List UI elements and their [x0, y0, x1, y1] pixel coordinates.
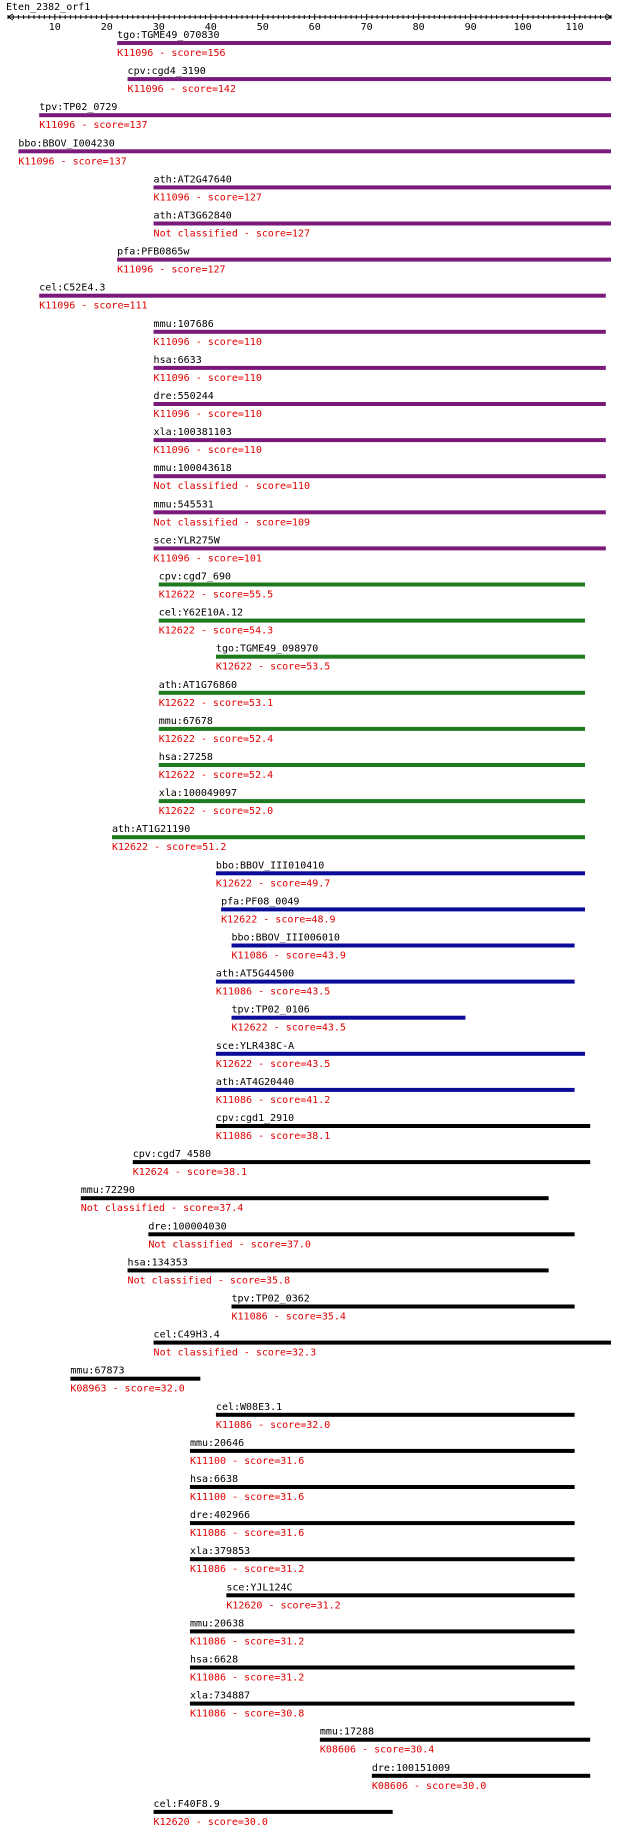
- hit-row: [216, 860, 585, 889]
- ruler-tick-label: 90: [464, 22, 477, 33]
- hit-alignment-bar[interactable]: [117, 41, 611, 45]
- hit-score[interactable]: Not classified - score=109: [153, 517, 311, 529]
- hit-alignment-bar[interactable]: [232, 1016, 466, 1020]
- hit-alignment-bar[interactable]: [190, 1702, 575, 1706]
- hit-alignment-bar[interactable]: [154, 330, 606, 334]
- hit-score[interactable]: K11086 - score=35.4: [231, 1311, 346, 1323]
- hit-alignment-bar[interactable]: [190, 1629, 575, 1633]
- hit-row: [117, 247, 611, 276]
- hit-name[interactable]: tpv:TP02_0729: [39, 102, 118, 114]
- hit-name[interactable]: hsa:6633: [153, 354, 202, 366]
- hit-name[interactable]: cel:F40F8.9: [153, 1798, 220, 1810]
- hit-score[interactable]: K11100 - score=31.6: [189, 1455, 305, 1467]
- hit-row: [154, 463, 606, 492]
- hit-score[interactable]: K11096 - score=137: [18, 156, 127, 168]
- hit-alignment-bar[interactable]: [154, 402, 606, 406]
- hit-row: [216, 1077, 575, 1106]
- hit-alignment-bar[interactable]: [226, 1593, 574, 1597]
- hit-score[interactable]: K12620 - score=31.2: [226, 1600, 341, 1612]
- hit-alignment-bar[interactable]: [159, 799, 585, 803]
- hit-score[interactable]: K12622 - score=43.5: [231, 1022, 346, 1034]
- ruler-tick-label: 40: [204, 22, 217, 33]
- hit-name[interactable]: ath:AT5G44500: [215, 968, 295, 980]
- hit-alignment-bar[interactable]: [81, 1196, 549, 1200]
- hit-row: [372, 1763, 590, 1792]
- hit-name[interactable]: dre:100004030: [148, 1221, 227, 1233]
- hit-score[interactable]: K12622 - score=53.5: [215, 661, 331, 673]
- hit-score[interactable]: K12622 - score=52.0: [158, 806, 274, 818]
- hit-name[interactable]: bbo:BBOV_III006010: [231, 932, 340, 944]
- hit-row: [216, 644, 585, 673]
- ruler-tick-label: 110: [565, 22, 584, 33]
- hit-score[interactable]: K11100 - score=31.6: [189, 1492, 305, 1503]
- hit-row: [117, 30, 611, 59]
- ruler-tick-label: 60: [308, 22, 321, 33]
- ruler-tick-label: 20: [100, 22, 113, 33]
- hit-score[interactable]: K11096 - score=111: [39, 300, 148, 312]
- hit-row: [159, 788, 585, 817]
- ruler-tick-label: 100: [513, 22, 532, 33]
- hit-row: [159, 572, 585, 601]
- hit-score[interactable]: Not classified - score=32.3: [153, 1347, 317, 1359]
- hit-row: [232, 933, 575, 962]
- hit-name[interactable]: tgo:TGME49_070830: [117, 30, 220, 41]
- hit-name[interactable]: sce:YJL124C: [226, 1582, 293, 1594]
- hit-name[interactable]: cpv:cgd7_4580: [132, 1149, 212, 1161]
- hit-row: [154, 1799, 393, 1828]
- hit-alignment-bar[interactable]: [128, 77, 611, 81]
- hit-alignment-bar[interactable]: [159, 691, 585, 695]
- hit-row: [154, 391, 606, 420]
- hit-name[interactable]: ath:AT4G20440: [215, 1076, 295, 1088]
- hit-row: [159, 680, 585, 709]
- hit-row: [190, 1618, 575, 1647]
- hit-score[interactable]: K11086 - score=43.9: [231, 950, 346, 962]
- hit-alignment-bar[interactable]: [190, 1521, 575, 1525]
- hit-row: [112, 824, 585, 853]
- hit-alignment-bar[interactable]: [70, 1377, 200, 1381]
- hit-alignment-bar[interactable]: [190, 1449, 575, 1453]
- hit-alignment-bar[interactable]: [320, 1738, 590, 1742]
- hit-row: [133, 1149, 590, 1178]
- hit-score[interactable]: K12622 - score=54.3: [158, 625, 274, 637]
- hit-row: [190, 1438, 575, 1467]
- hit-name[interactable]: tpv:TP02_0106: [231, 1004, 310, 1016]
- hit-name[interactable]: mmu:100043618: [153, 463, 232, 475]
- hit-alignment-bar[interactable]: [154, 1341, 611, 1345]
- hit-alignment-bar[interactable]: [216, 1124, 590, 1128]
- hit-alignment-bar[interactable]: [190, 1557, 575, 1561]
- hit-alignment-bar[interactable]: [232, 944, 575, 948]
- hit-alignment-bar[interactable]: [216, 871, 585, 875]
- hit-alignment-bar[interactable]: [159, 619, 585, 623]
- hit-alignment-bar[interactable]: [159, 763, 585, 767]
- hit-row: [18, 138, 611, 167]
- hit-score[interactable]: K11096 - score=110: [153, 445, 262, 457]
- hit-score[interactable]: K12622 - score=55.5: [158, 589, 274, 601]
- hit-row: [154, 174, 611, 203]
- hit-name[interactable]: mmu:67873: [70, 1365, 125, 1377]
- hit-alignment-bar[interactable]: [216, 1052, 585, 1056]
- ruler-tick-label: 30: [152, 22, 165, 33]
- hit-score[interactable]: K12620 - score=30.0: [153, 1816, 268, 1828]
- hit-row: [216, 1041, 585, 1070]
- hit-name[interactable]: ath:AT2G47640: [153, 174, 232, 186]
- hit-name[interactable]: hsa:6628: [189, 1654, 239, 1666]
- hit-alignment-bar[interactable]: [154, 546, 606, 550]
- hit-score[interactable]: K12622 - score=43.5: [215, 1058, 331, 1070]
- hit-alignment-bar[interactable]: [112, 835, 585, 839]
- hit-score[interactable]: K08606 - score=30.0: [371, 1780, 487, 1792]
- hit-row: [128, 1257, 549, 1286]
- hit-score[interactable]: K11086 - score=31.6: [189, 1528, 305, 1540]
- hit-score[interactable]: K11086 - score=30.8: [189, 1708, 305, 1720]
- hit-score[interactable]: Not classified - score=127: [153, 228, 311, 240]
- hit-score[interactable]: K11096 - score=127: [153, 192, 262, 204]
- hit-list: [18, 30, 611, 1828]
- hit-row: [159, 608, 585, 637]
- hit-alignment-bar[interactable]: [154, 510, 606, 514]
- hit-alignment-bar[interactable]: [190, 1666, 575, 1670]
- hit-alignment-bar[interactable]: [128, 1268, 549, 1272]
- hit-name[interactable]: hsa:27258: [158, 752, 213, 763]
- hit-name[interactable]: hsa:134353: [127, 1257, 188, 1269]
- hit-score[interactable]: K11096 - score=101: [153, 553, 262, 565]
- hit-alignment-bar[interactable]: [221, 907, 585, 911]
- hit-score[interactable]: K11086 - score=43.5: [215, 986, 331, 998]
- hit-name[interactable]: mmu:17288: [319, 1726, 375, 1738]
- hit-row: [232, 1294, 575, 1323]
- hit-name[interactable]: sce:YLR275W: [153, 535, 220, 547]
- hit-row: [154, 1330, 611, 1359]
- hit-name[interactable]: sce:YLR438C-A: [215, 1040, 295, 1052]
- hit-alignment-bar[interactable]: [216, 655, 585, 659]
- hit-alignment-bar[interactable]: [190, 1485, 575, 1489]
- hit-alignment-bar[interactable]: [154, 474, 606, 478]
- hit-name[interactable]: pfa:PFB0865w: [117, 246, 190, 258]
- hit-row: [216, 1402, 575, 1431]
- hit-score[interactable]: K12622 - score=52.4: [158, 733, 274, 745]
- hit-score[interactable]: K11086 - score=31.2: [189, 1636, 305, 1648]
- hit-row: [320, 1727, 590, 1756]
- hit-score[interactable]: K08963 - score=32.0: [70, 1383, 185, 1395]
- hit-score[interactable]: K11086 - score=31.2: [189, 1564, 305, 1576]
- hit-name[interactable]: mmu:67678: [158, 715, 213, 727]
- hit-row: [154, 535, 606, 564]
- hit-alignment-bar[interactable]: [154, 1810, 393, 1814]
- ruler-tick-label: 80: [412, 22, 425, 33]
- ruler-tick-label: 50: [256, 22, 269, 33]
- hit-name[interactable]: xla:100049097: [158, 788, 238, 800]
- hit-row: [190, 1510, 575, 1539]
- hit-alignment-bar[interactable]: [39, 113, 611, 117]
- hit-score[interactable]: K11096 - score=142: [127, 84, 236, 96]
- hit-alignment-bar[interactable]: [133, 1160, 590, 1164]
- hit-name[interactable]: xla:100381103: [153, 427, 232, 439]
- hit-score[interactable]: Not classified - score=110: [153, 481, 311, 493]
- hit-score[interactable]: K11096 - score=110: [153, 409, 262, 420]
- hit-row: [70, 1366, 200, 1395]
- hit-row: [159, 716, 585, 745]
- hit-name[interactable]: tpv:TP02_0362: [231, 1293, 310, 1305]
- hit-alignment-bar[interactable]: [216, 1413, 575, 1417]
- query-title: Eten_2382_orf1: [6, 2, 91, 13]
- hit-score[interactable]: K11086 - score=41.2: [215, 1094, 331, 1106]
- hit-name[interactable]: mmu:72290: [80, 1185, 135, 1197]
- hit-name[interactable]: tgo:TGME49_098970: [215, 643, 319, 655]
- hit-name[interactable]: hsa:6638: [189, 1474, 239, 1485]
- ruler-tick-label: 10: [48, 22, 61, 33]
- hit-score[interactable]: K11096 - score=127: [117, 264, 226, 276]
- hit-row: [148, 1221, 574, 1250]
- hit-alignment-bar[interactable]: [159, 583, 585, 587]
- hit-alignment-bar[interactable]: [154, 366, 606, 370]
- hit-name[interactable]: cpv:cgd7_690: [158, 571, 231, 583]
- hit-name[interactable]: cpv:cgd4_3190: [127, 66, 206, 78]
- hit-name[interactable]: cel:C52E4.3: [39, 282, 106, 294]
- hit-row: [190, 1691, 575, 1720]
- hit-score[interactable]: Not classified - score=37.0: [148, 1239, 311, 1251]
- hit-row: [39, 283, 606, 312]
- hit-score[interactable]: K11096 - score=137: [39, 120, 148, 132]
- hit-name[interactable]: cel:W08E3.1: [215, 1401, 283, 1413]
- hit-alignment-bar[interactable]: [154, 185, 611, 189]
- hit-name[interactable]: bbo:BBOV_III010410: [215, 860, 325, 872]
- hit-row: [39, 102, 611, 131]
- hit-score[interactable]: K12622 - score=53.1: [158, 697, 274, 709]
- hit-score[interactable]: Not classified - score=35.8: [127, 1275, 291, 1287]
- hit-row: [232, 1005, 466, 1034]
- hit-alignment-bar[interactable]: [39, 294, 606, 298]
- hit-row: [154, 355, 606, 384]
- hit-alignment-bar[interactable]: [154, 222, 611, 226]
- hit-row: [221, 896, 585, 925]
- hit-alignment-bar[interactable]: [18, 149, 611, 153]
- hit-name[interactable]: ath:AT3G62840: [153, 210, 232, 222]
- hit-row: [154, 319, 606, 348]
- hit-name[interactable]: ath:AT1G76860: [158, 679, 238, 691]
- hit-score[interactable]: K11086 - score=38.1: [215, 1131, 331, 1142]
- hit-score[interactable]: K11096 - score=156: [117, 48, 226, 59]
- hit-score[interactable]: K08606 - score=30.4: [319, 1744, 435, 1756]
- hit-alignment-bar[interactable]: [216, 1088, 575, 1092]
- hit-name[interactable]: dre:402966: [189, 1510, 251, 1522]
- hit-alignment-bar[interactable]: [117, 258, 611, 262]
- position-ruler: [8, 14, 611, 33]
- hit-name[interactable]: mmu:20646: [189, 1437, 245, 1449]
- hit-score[interactable]: K12622 - score=51.2: [111, 842, 227, 854]
- hit-alignment-bar[interactable]: [154, 438, 606, 442]
- hit-score[interactable]: K11086 - score=32.0: [215, 1419, 331, 1431]
- hit-row: [216, 969, 575, 998]
- hit-alignment-bar[interactable]: [148, 1232, 574, 1236]
- hit-score[interactable]: K11096 - score=110: [153, 372, 262, 384]
- hit-name[interactable]: mmu:545531: [153, 499, 214, 511]
- hit-row: [154, 211, 611, 240]
- hit-row: [190, 1546, 575, 1575]
- hit-row: [154, 499, 606, 528]
- hit-name[interactable]: xla:379853: [189, 1546, 251, 1558]
- hit-row: [159, 752, 585, 781]
- hit-name[interactable]: mmu:20638: [189, 1618, 245, 1630]
- hit-name[interactable]: pfa:PF08_0049: [221, 896, 300, 908]
- hit-row: [216, 1113, 590, 1142]
- hit-name[interactable]: dre:100151009: [371, 1762, 451, 1774]
- hit-row: [190, 1655, 575, 1684]
- hit-row: [226, 1582, 574, 1611]
- hit-alignment-bar[interactable]: [372, 1774, 590, 1778]
- hit-name[interactable]: ath:AT1G21190: [111, 824, 191, 836]
- hit-row: [190, 1474, 575, 1503]
- hit-row: [154, 427, 606, 456]
- hit-name[interactable]: mmu:107686: [153, 318, 214, 330]
- hit-score[interactable]: K11096 - score=110: [153, 336, 262, 348]
- hit-score[interactable]: Not classified - score=37.4: [80, 1203, 244, 1215]
- hit-score[interactable]: K12624 - score=38.1: [132, 1167, 248, 1179]
- hit-alignment-bar[interactable]: [232, 1305, 575, 1309]
- hit-score[interactable]: K12622 - score=52.4: [158, 770, 274, 781]
- hit-name[interactable]: bbo:BBOV_I004230: [18, 138, 115, 150]
- hit-name[interactable]: cpv:cgd1_2910: [215, 1113, 295, 1124]
- hit-alignment-bar[interactable]: [159, 727, 585, 731]
- hit-row: [128, 66, 611, 95]
- hit-row: [81, 1185, 549, 1214]
- hit-alignment-bar[interactable]: [216, 980, 575, 984]
- hit-name[interactable]: dre:550244: [153, 391, 214, 402]
- hit-name[interactable]: xla:734887: [189, 1690, 251, 1702]
- hit-name[interactable]: cel:C49H3.4: [153, 1329, 220, 1341]
- ruler-tick-label: 70: [360, 22, 373, 33]
- hit-score[interactable]: K11086 - score=31.2: [189, 1672, 305, 1684]
- hit-score[interactable]: K12622 - score=49.7: [215, 878, 331, 890]
- hit-name[interactable]: cel:Y62E10A.12: [158, 607, 244, 619]
- hit-score[interactable]: K12622 - score=48.9: [221, 914, 336, 926]
